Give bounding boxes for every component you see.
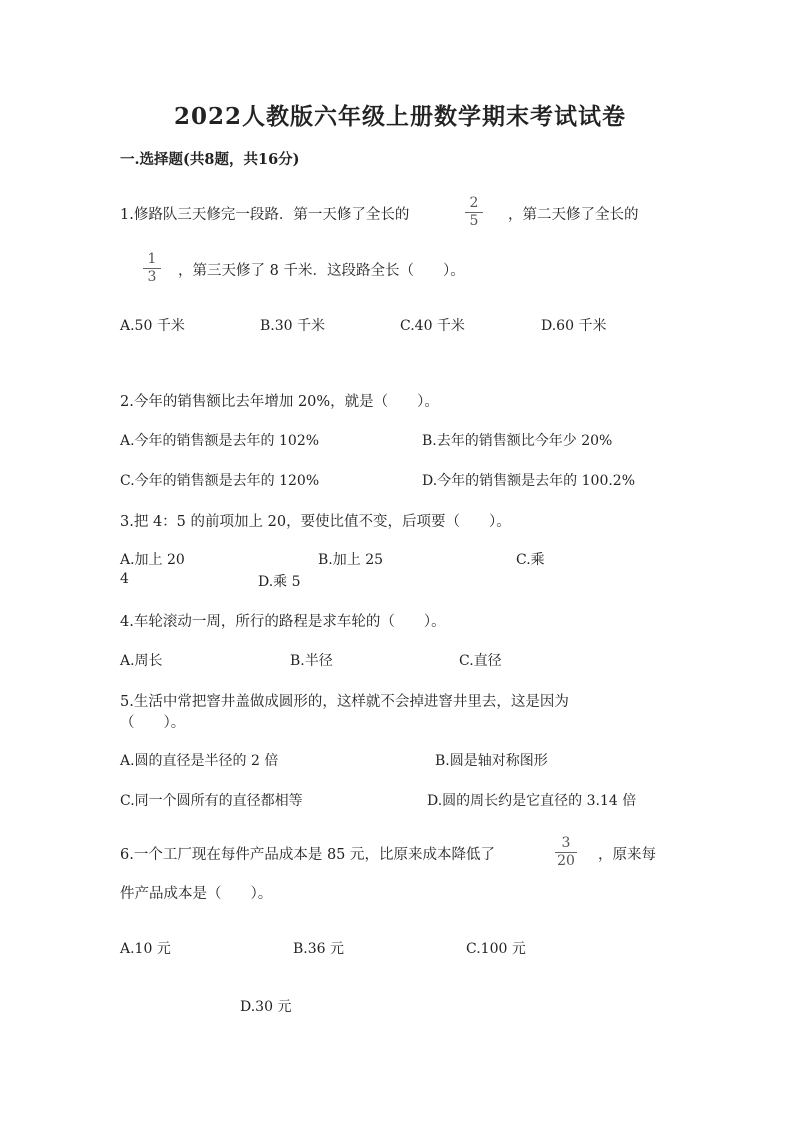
- question-6-line1: 6.一个工厂现在每件产品成本是 85 元，比原来成本降低了: [120, 847, 496, 863]
- fraction-3-20: 3 20: [552, 836, 580, 869]
- question-1-line1-tail: ，第二天修了全长的: [508, 207, 639, 223]
- q3-option-c[interactable]: C.乘: [516, 552, 545, 568]
- q6-option-b[interactable]: B.36 元: [293, 941, 345, 957]
- section-heading: 一.选择题(共8题，共16分): [120, 151, 300, 168]
- q1-option-a[interactable]: A.50 千米: [120, 318, 185, 334]
- question-4: 4.车轮滚动一周，所行的路程是求车轮的（ ）。: [120, 614, 446, 630]
- q6-option-c[interactable]: C.100 元: [466, 941, 526, 957]
- q2-option-b[interactable]: B.去年的销售额比今年少 20%: [422, 433, 613, 449]
- q5-option-c[interactable]: C.同一个圆所有的直径都相等: [120, 793, 303, 809]
- question-5-line2: （ ）。: [120, 715, 186, 731]
- q1-option-c[interactable]: C.40 千米: [400, 318, 465, 334]
- q6-option-d[interactable]: D.30 元: [240, 999, 292, 1015]
- fraction-1-3: 1 3: [140, 252, 164, 285]
- q3-option-a[interactable]: A.加上 20: [120, 552, 185, 568]
- q4-option-a[interactable]: A.周长: [120, 653, 163, 669]
- question-6-line2: 件产品成本是（ ）。: [120, 886, 273, 902]
- page-title: 2022人教版六年级上册数学期末考试试卷: [173, 103, 626, 130]
- q4-option-c[interactable]: C.直径: [459, 653, 502, 669]
- q1-option-b[interactable]: B.30 千米: [260, 318, 326, 334]
- question-6-line1-tail: ，原来每: [598, 847, 656, 863]
- q2-option-c[interactable]: C.今年的销售额是去年的 120%: [120, 473, 320, 489]
- q5-option-a[interactable]: A.圆的直径是半径的 2 倍: [120, 753, 279, 769]
- q3-option-d[interactable]: D.乘 5: [258, 574, 301, 590]
- q2-option-a[interactable]: A.今年的销售额是去年的 102%: [120, 433, 320, 449]
- question-2: 2.今年的销售额比去年增加 20%，就是（ ）。: [120, 394, 439, 410]
- q3-option-b[interactable]: B.加上 25: [318, 552, 384, 568]
- q6-option-a[interactable]: A.10 元: [120, 941, 171, 957]
- q2-option-d[interactable]: D.今年的销售额是去年的 100.2%: [422, 473, 636, 489]
- q1-option-d[interactable]: D.60 千米: [541, 318, 607, 334]
- q3-option-c-cont: 4: [120, 571, 129, 587]
- q4-option-b[interactable]: B.半径: [290, 653, 333, 669]
- q5-option-d[interactable]: D.圆的周长约是它直径的 3.14 倍: [427, 793, 637, 809]
- question-3: 3.把 4：5 的前项加上 20，要使比值不变，后项要（ ）。: [120, 514, 511, 530]
- question-5-line1: 5.生活中常把窨井盖做成圆形的，这样就不会掉进窨井里去，这是因为: [120, 694, 569, 710]
- q5-option-b[interactable]: B.圆是轴对称图形: [435, 753, 548, 769]
- question-1-line1: 1.修路队三天修完一段路．第一天修了全长的: [120, 207, 410, 223]
- fraction-2-5: 2 5: [462, 196, 486, 229]
- question-1-line2: ，第三天修了 8 千米．这段路全长（ ）。: [178, 263, 465, 279]
